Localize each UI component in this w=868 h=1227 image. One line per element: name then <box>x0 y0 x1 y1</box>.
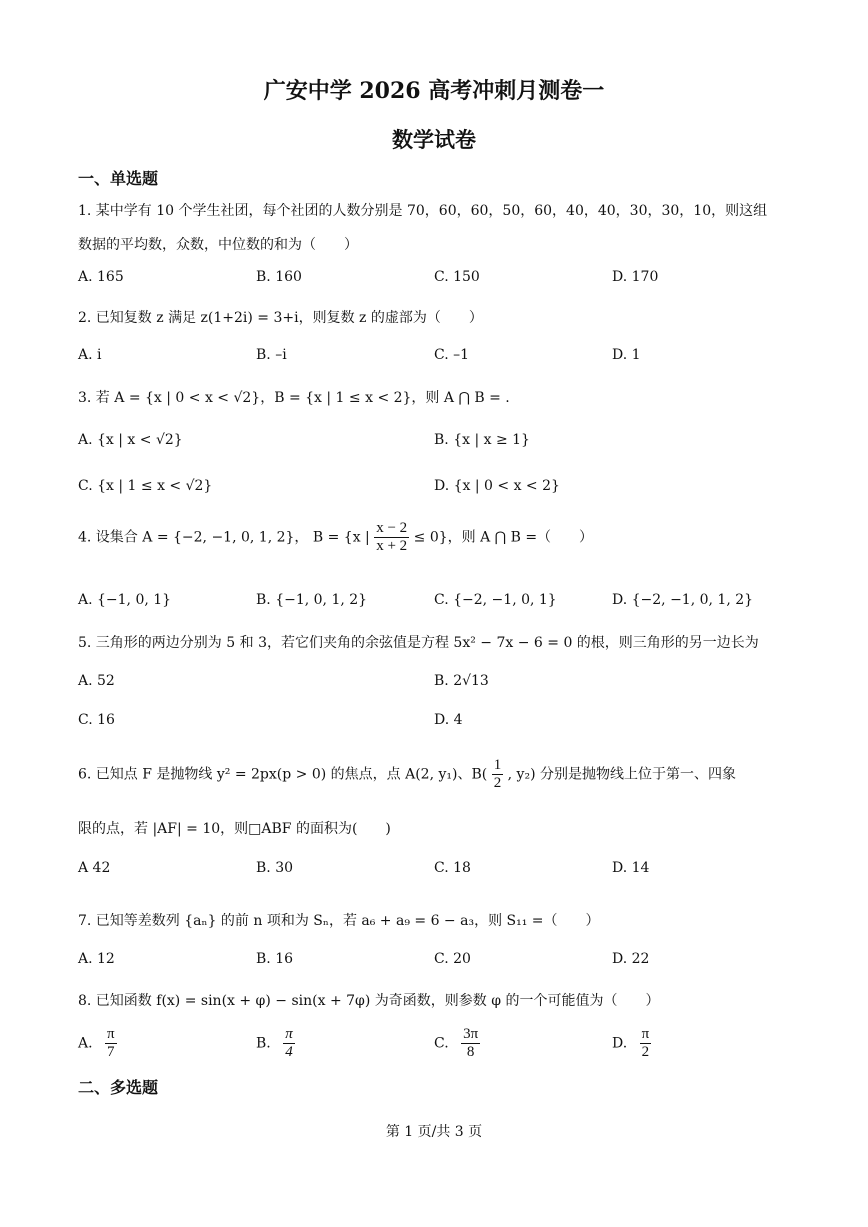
question-7: 7. 已知等差数列 {aₙ} 的前 n 项和为 Sₙ，若 a₆ + a₉ = 6 − a₃，则 S₁₁ =（ ） <box>78 913 600 929</box>
q5-option-b: B. 2√13 <box>434 673 489 689</box>
q8-option-c <box>434 1026 480 1061</box>
question-5: 5. 三角形的两边分别为 5 和 3，若它们夹角的余弦值是方程 5x² − 7x − 6 = 0 的根，则三角形的另一边长为 <box>78 635 759 651</box>
question-6-line-1 <box>78 757 736 792</box>
q2-option-a: A. i <box>78 347 102 363</box>
q6-option-a: A 42 <box>78 860 111 876</box>
q1-option-b: B. 160 <box>256 269 302 285</box>
q6-option-c: C. 18 <box>434 860 471 876</box>
q8-option-b-numerator: π <box>285 1026 293 1042</box>
q8-option-a-denominator: 7 <box>107 1044 115 1060</box>
q8-option-a-label: A. <box>78 1035 93 1052</box>
q8-option-b-fraction <box>283 1026 295 1061</box>
q3-option-a: A. {x | x < √2} <box>78 432 183 448</box>
question-6-line-2: 限的点，若 |AF| = 10，则□ABF 的面积为( ) <box>78 821 391 837</box>
q2-option-c: C. –1 <box>434 347 470 363</box>
q3-option-b: B. {x | x ≥ 1} <box>434 432 530 448</box>
q6-option-d: D. 14 <box>612 860 650 876</box>
q6-fraction-denominator: 2 <box>493 775 502 791</box>
q7-option-d: D. 22 <box>612 951 650 967</box>
page-footer: 第 1 页/共 3 页 <box>385 1124 483 1140</box>
q8-option-a-fraction <box>105 1026 117 1061</box>
q6-option-b: B. 30 <box>256 860 294 876</box>
q1-option-c: C. 150 <box>434 269 480 285</box>
q4-fraction <box>374 520 409 555</box>
q8-option-d-label: D. <box>612 1035 628 1052</box>
q8-option-d-fraction <box>640 1026 652 1061</box>
q5-option-d: D. 4 <box>434 712 463 728</box>
q7-option-b: B. 16 <box>256 951 294 967</box>
q8-option-d <box>612 1026 651 1061</box>
q6-fraction-numerator: 1 <box>493 757 502 773</box>
q8-option-c-denominator: 8 <box>466 1044 475 1060</box>
question-1-line-2: 数据的平均数，众数，中位数的和为（ ） <box>78 237 358 253</box>
q8-option-b <box>256 1026 295 1061</box>
q4-suffix: ≤ 0}，则 A ⋂ B =（ ） <box>413 529 594 546</box>
exam-subtitle: 数学试卷 <box>392 127 476 152</box>
q8-option-d-numerator: π <box>641 1026 650 1042</box>
question-3: 3. 若 A = {x | 0 < x < √2}，B = {x | 1 ≤ x < 2}，则 A ⋂ B = . <box>78 390 510 406</box>
q4-option-d: D. {−2, −1, 0, 1, 2} <box>612 592 754 608</box>
q7-option-a: A. 12 <box>78 951 115 967</box>
q5-option-a: A. 52 <box>78 673 115 689</box>
q8-option-a-numerator: π <box>107 1026 115 1042</box>
q4-option-b: B. {−1, 0, 1, 2} <box>256 592 368 608</box>
q6-suffix: , y₂) 分别是抛物线上位于第一、四象 <box>507 766 736 783</box>
q4-prefix: 4. 设集合 A = {−2, −1, 0, 1, 2}， B = {x | <box>78 529 370 546</box>
q8-option-c-numerator: 3π <box>463 1026 479 1042</box>
q2-option-b: B. –i <box>256 347 287 363</box>
q1-option-d: D. 170 <box>612 269 659 285</box>
q6-prefix: 6. 已知点 F 是抛物线 y² = 2px(p > 0) 的焦点，点 A(2, y₁)、B( <box>78 766 488 783</box>
q8-option-c-fraction <box>461 1026 480 1061</box>
q3-option-d: D. {x | 0 < x < 2} <box>434 478 560 494</box>
q2-option-d: D. 1 <box>612 347 641 363</box>
q4-option-a: A. {−1, 0, 1} <box>78 592 172 608</box>
section-multiple-choice: 二、多选题 <box>78 1078 159 1097</box>
q8-option-b-label: B. <box>256 1035 271 1052</box>
q8-option-b-denominator: 4 <box>285 1044 293 1060</box>
exam-title: 广安中学 2026 高考冲刺月测卷一 <box>263 78 605 104</box>
q8-option-d-denominator: 2 <box>641 1044 650 1060</box>
q8-option-c-label: C. <box>434 1035 449 1052</box>
q7-option-c: C. 20 <box>434 951 471 967</box>
q5-option-c: C. 16 <box>78 712 115 728</box>
q6-fraction <box>492 757 504 792</box>
question-1-line-1: 1. 某中学有 10 个学生社团，每个社团的人数分别是 70，60，60，50，60，40，40，30，30，10，则这组 <box>78 203 768 219</box>
q3-option-c: C. {x | 1 ≤ x < √2} <box>78 478 213 494</box>
question-2: 2. 已知复数 z 满足 z(1+2i) = 3+i，则复数 z 的虚部为（ ） <box>78 310 483 326</box>
q4-fraction-numerator: x − 2 <box>376 520 408 536</box>
q8-option-a <box>78 1026 117 1061</box>
question-4 <box>78 520 593 555</box>
q4-option-c: C. {−2, −1, 0, 1} <box>434 592 557 608</box>
section-single-choice: 一、单选题 <box>78 169 159 188</box>
q1-option-a: A. 165 <box>78 269 124 285</box>
q4-fraction-denominator: x + 2 <box>376 538 408 554</box>
question-8: 8. 已知函数 f(x) = sin(x + φ) − sin(x + 7φ) 为奇函数，则参数 φ 的一个可能值为（ ） <box>78 993 660 1009</box>
